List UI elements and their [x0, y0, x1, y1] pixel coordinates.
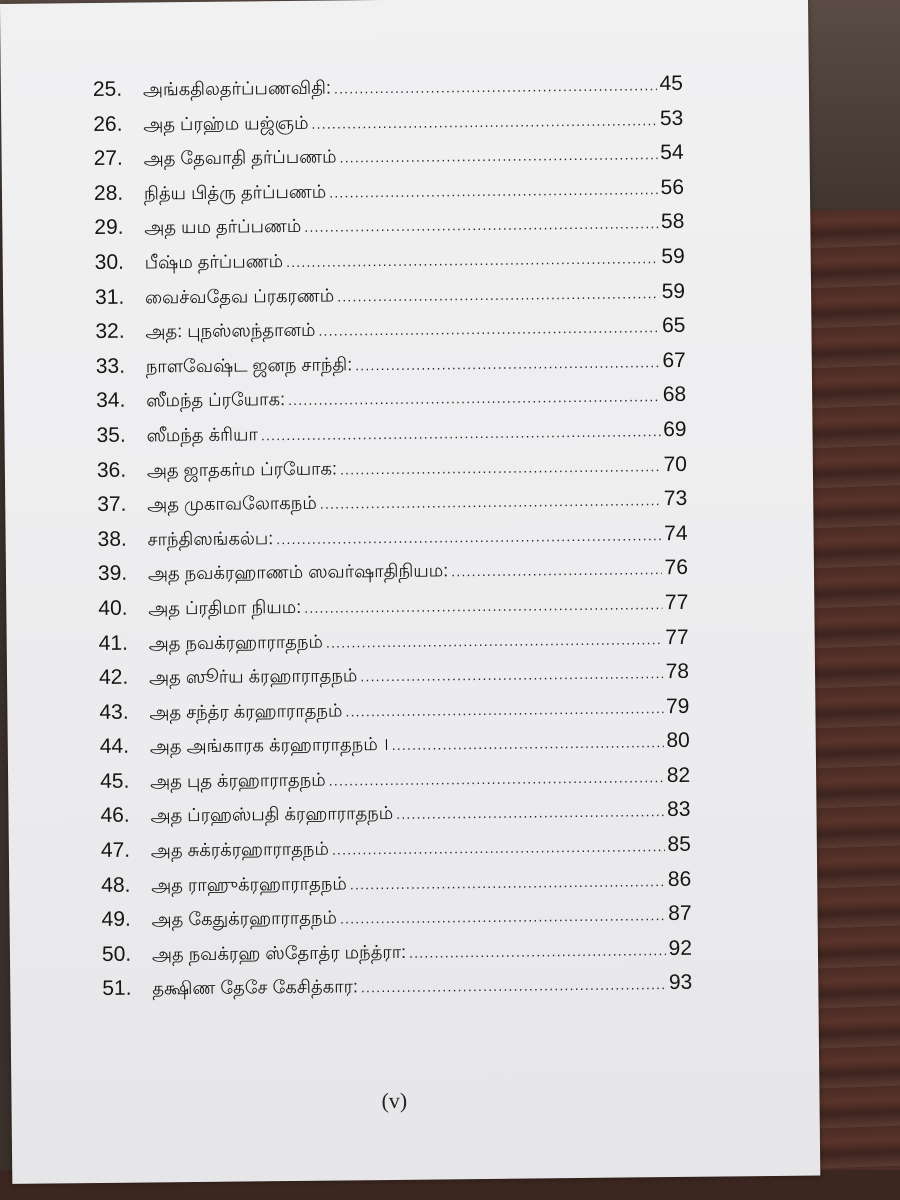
toc-entry: [97, 482, 687, 523]
entry-page-number: 74: [664, 521, 688, 545]
toc-entry: [94, 171, 684, 212]
entry-number: 33.: [95, 354, 126, 378]
entry-page-number: 73: [663, 486, 688, 511]
dot-leader: [345, 691, 663, 729]
entry-title: அங்கதிலதர்ப்பணவிதி:: [142, 77, 332, 100]
entry-page-number: 65: [661, 313, 686, 338]
toc-entry: [101, 897, 691, 938]
entry-page-number: 56: [660, 175, 685, 199]
entry-page-number: 77: [664, 590, 689, 614]
dot-leader: [392, 725, 664, 762]
entry-number: 48.: [101, 873, 131, 897]
entry-page-number: 83: [666, 798, 691, 822]
entry-page-number: 45: [659, 71, 683, 96]
entry-title: நாளவேஷ்ட ஜனந சாந்தி:: [145, 354, 353, 377]
entry-page-number: 87: [668, 902, 692, 926]
entry-number: 39.: [97, 562, 128, 586]
entry-number: 43.: [99, 700, 129, 724]
toc-entry: [95, 240, 685, 281]
toc-entry: [95, 309, 685, 350]
dot-leader: [311, 103, 657, 141]
entry-number: 51.: [102, 977, 132, 1001]
entry-number: 28.: [93, 181, 124, 205]
entry-page-number: 85: [667, 832, 691, 857]
entry-title: அத ப்ரஹ்ம யஜ்ஞம்: [143, 112, 309, 135]
entry-page-number: 86: [667, 867, 692, 891]
dot-leader: [332, 829, 665, 867]
dot-leader: [288, 379, 660, 417]
toc-entry: [93, 136, 683, 177]
dot-leader: [340, 898, 666, 936]
entry-title: அத புத க்ரஹாராதநம்: [150, 769, 326, 792]
entry-page-number: 76: [664, 556, 689, 580]
toc-entry: [93, 67, 683, 108]
entry-title: தக்ஷிண தேசே கேசித்கார:: [152, 976, 359, 999]
toc-entry: [99, 620, 689, 661]
page-number-roman: (v): [381, 1087, 408, 1114]
dot-leader: [304, 206, 658, 244]
entry-page-number: 58: [660, 210, 685, 234]
entry-page-number: 93: [668, 971, 693, 995]
entry-title: அத கேதுக்ரஹாராதநம்: [151, 907, 338, 930]
toc-entry: [101, 828, 691, 869]
entry-title: அத ஸூர்ய க்ரஹாராதநம்: [148, 665, 358, 688]
entry-title: அத ப்ரதிமா நியம:: [148, 596, 302, 619]
toc-entry: [100, 724, 690, 765]
dot-leader: [409, 933, 666, 970]
dot-leader: [329, 760, 664, 798]
entry-title: அத நவக்ரஹ ஸ்தோத்ர மந்த்ரா:: [151, 941, 407, 965]
entry-page-number: 59: [661, 279, 686, 303]
toc-entry: [97, 447, 687, 488]
entry-number: 41.: [98, 631, 129, 655]
entry-page-number: 80: [666, 729, 690, 753]
entry-page-number: 77: [665, 625, 689, 649]
dot-leader: [326, 622, 663, 660]
toc-entry: [102, 966, 692, 1007]
entry-page-number: 67: [662, 348, 686, 372]
dot-leader: [334, 68, 657, 106]
entry-number: 46.: [100, 804, 130, 828]
entry-number: 25.: [92, 77, 123, 102]
toc-entry: [102, 932, 692, 973]
entry-title: அத சந்த்ர க்ரஹாராதநம்: [149, 700, 343, 723]
toc-entry: [98, 551, 688, 592]
entry-title: அத முகாவலோகநம்: [147, 492, 317, 515]
toc-entry: [96, 413, 686, 454]
entry-page-number: 92: [668, 936, 693, 960]
entry-number: 26.: [93, 112, 123, 136]
toc-entry: [98, 586, 688, 627]
dot-leader: [276, 518, 661, 557]
dot-leader: [286, 241, 659, 279]
dot-leader: [361, 968, 666, 1006]
entry-number: 35.: [96, 423, 126, 447]
toc-entry: [96, 344, 686, 385]
entry-number: 49.: [101, 907, 131, 932]
entry-number: 36.: [96, 458, 127, 482]
entry-title: அத யம தர்ப்பணம்: [144, 216, 302, 238]
entry-title: நித்ய பித்ரு தர்ப்பணம்: [143, 181, 327, 204]
toc-entry: [96, 378, 686, 419]
entry-page-number: 53: [659, 106, 684, 130]
toc-entry: [99, 690, 689, 731]
entry-page-number: 79: [665, 694, 690, 718]
dot-leader: [339, 137, 657, 175]
entry-page-number: 70: [663, 452, 687, 476]
entry-number: 37.: [97, 492, 127, 517]
entry-number: 47.: [100, 838, 131, 863]
dot-leader: [304, 587, 662, 625]
toc-entry: [100, 793, 690, 834]
dot-leader: [318, 310, 659, 348]
entry-number: 31.: [94, 285, 125, 309]
entry-title: அத சுக்ரக்ரஹாராதநம்: [150, 838, 329, 861]
entry-page-number: 82: [666, 763, 691, 787]
dot-leader: [360, 656, 663, 694]
entry-title: அத தேவாதி தர்ப்பணம்: [143, 146, 337, 169]
entry-title: ஸீமந்த ப்ரயோக:: [146, 389, 286, 411]
entry-number: 30.: [94, 250, 125, 274]
entry-title: ஸீமந்த க்ரியா: [146, 424, 258, 446]
entry-number: 29.: [94, 216, 124, 240]
toc-entry: [93, 101, 683, 142]
entry-page-number: 54: [660, 141, 684, 165]
dot-leader: [396, 795, 664, 832]
dot-leader: [340, 449, 661, 487]
dot-leader: [355, 345, 660, 383]
dot-leader: [337, 276, 659, 314]
entry-title: சாந்திஸங்கல்ப:: [147, 527, 274, 550]
entry-title: அத ப்ரஹஸ்பதி க்ரஹாராதநம்: [150, 803, 394, 826]
entry-number: 38.: [97, 527, 127, 551]
entry-number: 42.: [98, 665, 129, 690]
entry-page-number: 69: [663, 417, 687, 442]
entry-page-number: 59: [661, 244, 685, 269]
toc-entry: [101, 862, 691, 903]
toc-entry: [97, 517, 687, 558]
entry-title: வைச்வதேவ ப்ரகரணம்: [144, 285, 335, 308]
dot-leader: [261, 414, 661, 453]
entry-page-number: 78: [665, 659, 690, 684]
entry-title: அத ராஹுக்ரஹாராதநம்: [151, 873, 347, 896]
entry-number: 44.: [99, 734, 130, 759]
entry-number: 27.: [93, 146, 123, 171]
entry-title: பீஷ்ம தர்ப்பணம்: [144, 251, 284, 273]
entry-number: 45.: [100, 769, 130, 793]
table-of-contents: [93, 67, 693, 1007]
toc-entry: [94, 205, 684, 246]
entry-title: அத நவக்ரஹாராதநம்: [148, 631, 324, 653]
entry-title: அத ஜாதகர்ம ப்ரயோக:: [146, 458, 338, 481]
entry-title: அத: புநஸ்ஸந்தானம்: [145, 319, 316, 342]
entry-title: அத அங்காரக க்ரஹாராதநம் ।: [149, 734, 389, 757]
toc-entry: [99, 655, 689, 696]
entry-number: 34.: [96, 389, 126, 413]
entry-number: 50.: [101, 942, 132, 966]
toc-entry: [100, 759, 690, 800]
dot-leader: [329, 172, 658, 210]
entry-page-number: 68: [662, 383, 687, 407]
dot-leader: [350, 864, 665, 902]
entry-number: 32.: [95, 319, 125, 344]
entry-title: அத நவக்ரஹாணம் ஸவர்ஷாதிநியம:: [147, 560, 449, 584]
dot-leader: [451, 552, 662, 589]
entry-number: 40.: [98, 596, 128, 620]
dot-leader: [320, 483, 661, 521]
toc-entry: [95, 274, 685, 315]
